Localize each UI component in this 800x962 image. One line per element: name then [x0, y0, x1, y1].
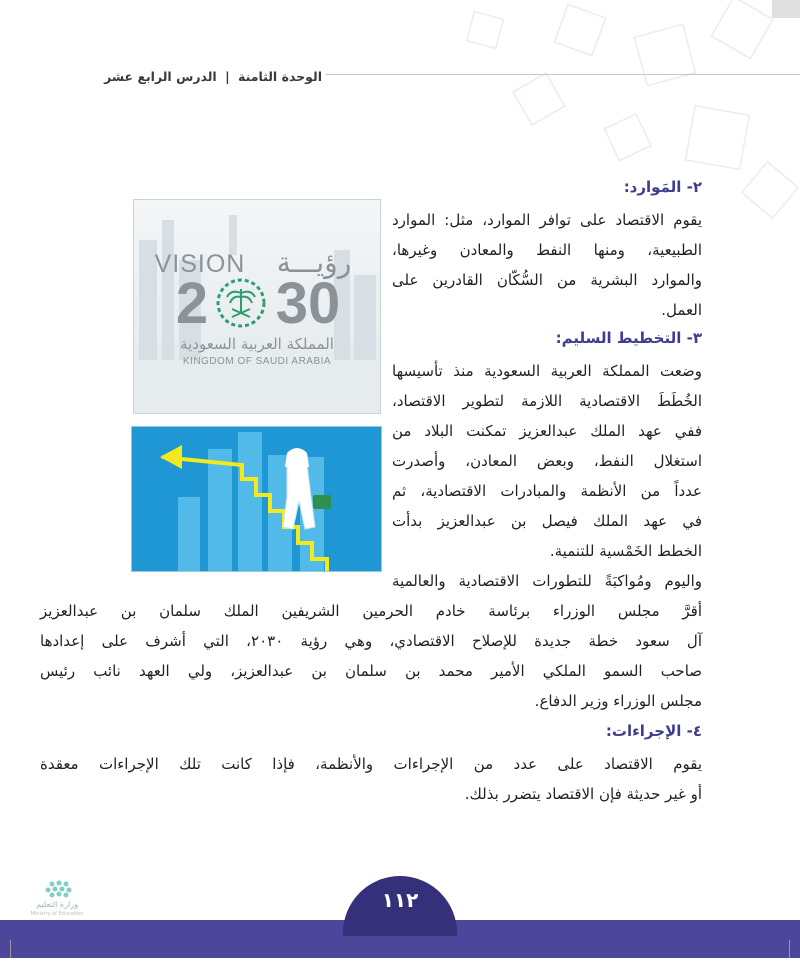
planning-wide-line: صاحب السمو الملكي الأمير محمد بن سلمان بن عبدالعزيز، ولي العهد نائب رئيس — [40, 662, 702, 680]
planning-line: استغلال النفط، وبعض المعادن، وأصدرت — [392, 452, 702, 470]
ministry-logo — [22, 878, 92, 918]
planning-line: الخُطَطَ الاقتصادية اللازمة لتطوير الاقتصاد، — [392, 392, 702, 410]
planning-wide-line: آل سعود خطة جديدة للإصلاح الاقتصادي، وهي رؤية ٢٠٣٠، التي أشرف على إعدادها — [40, 632, 702, 650]
growth-illustration — [131, 426, 382, 572]
vision-country-ar: المملكة العربية السعودية — [180, 335, 334, 353]
planning-line: عدداً من الأنظمة والمبادرات الاقتصادية، ثم — [392, 482, 702, 500]
header-separator: | — [225, 69, 230, 84]
resources-line: والموارد البشرية من السُّكّان القادرين على — [392, 271, 702, 289]
header-rule — [326, 74, 800, 75]
vision-year-left: 2 — [175, 271, 209, 336]
procedures-heading: ٤- الإجراءات: — [605, 722, 702, 740]
vision-country-en: KINGDOM OF SAUDI ARABIA — [182, 356, 332, 367]
resources-line: الطبيعية، ومنها النفط والمعادن وغيرها، — [392, 241, 702, 259]
header-unit: الوحدة الثامنة — [238, 69, 322, 84]
resources-line: يقوم الاقتصاد على توافر الموارد، مثل: الموارد — [392, 211, 702, 229]
planning-line: في عهد الملك فيصل بن عبدالعزيز بدأت — [392, 512, 702, 530]
crop-mark — [789, 940, 790, 958]
vision-word-ar: رؤيـــة — [276, 246, 352, 279]
planning-heading: ٣- التخطيط السليم: — [555, 329, 702, 347]
procedures-line: يقوم الاقتصاد على عدد من الإجراءات والأنظمة، فإذا كانت تلك الإجراءات معقدة — [40, 755, 702, 773]
logo-text: وزارة التعليم — [36, 900, 78, 909]
procedures-line: أو غير حديثة فإن الاقتصاد يتضرر بذلك. — [464, 785, 702, 803]
page-number: ١١٢ — [381, 888, 419, 912]
page-header — [0, 66, 800, 90]
crop-mark — [10, 940, 11, 958]
planning-line: واليوم ومُواكبَةً للتطورات الاقتصادية والعالمية — [392, 572, 702, 590]
header-text — [104, 69, 322, 84]
vision-word-en: VISION — [154, 250, 246, 278]
planning-wide-line: مجلس الوزراء وزير الدفاع. — [534, 692, 702, 710]
vision-year-right: 30 — [275, 271, 341, 336]
resources-heading: ٢- المَوارد: — [623, 178, 702, 196]
header-lesson: الدرس الرابع عشر — [104, 69, 217, 84]
planning-line: الخطط الخَمْسية للتنمية. — [549, 542, 702, 560]
vision-2030-image — [133, 199, 381, 414]
planning-line: وضعت المملكة العربية السعودية منذ تأسيسها — [392, 362, 702, 380]
resources-line: العمل. — [661, 301, 702, 319]
briefcase-icon — [313, 495, 331, 509]
planning-wide-line: أقرَّ مجلس الوزراء برئاسة خادم الحرمين الشريفين الملك سلمان بن عبدالعزيز — [40, 602, 702, 620]
planning-line: ففي عهد الملك عبدالعزيز تمكنت البلاد من — [392, 422, 702, 440]
logo-sub: Ministry of Education — [30, 911, 84, 917]
